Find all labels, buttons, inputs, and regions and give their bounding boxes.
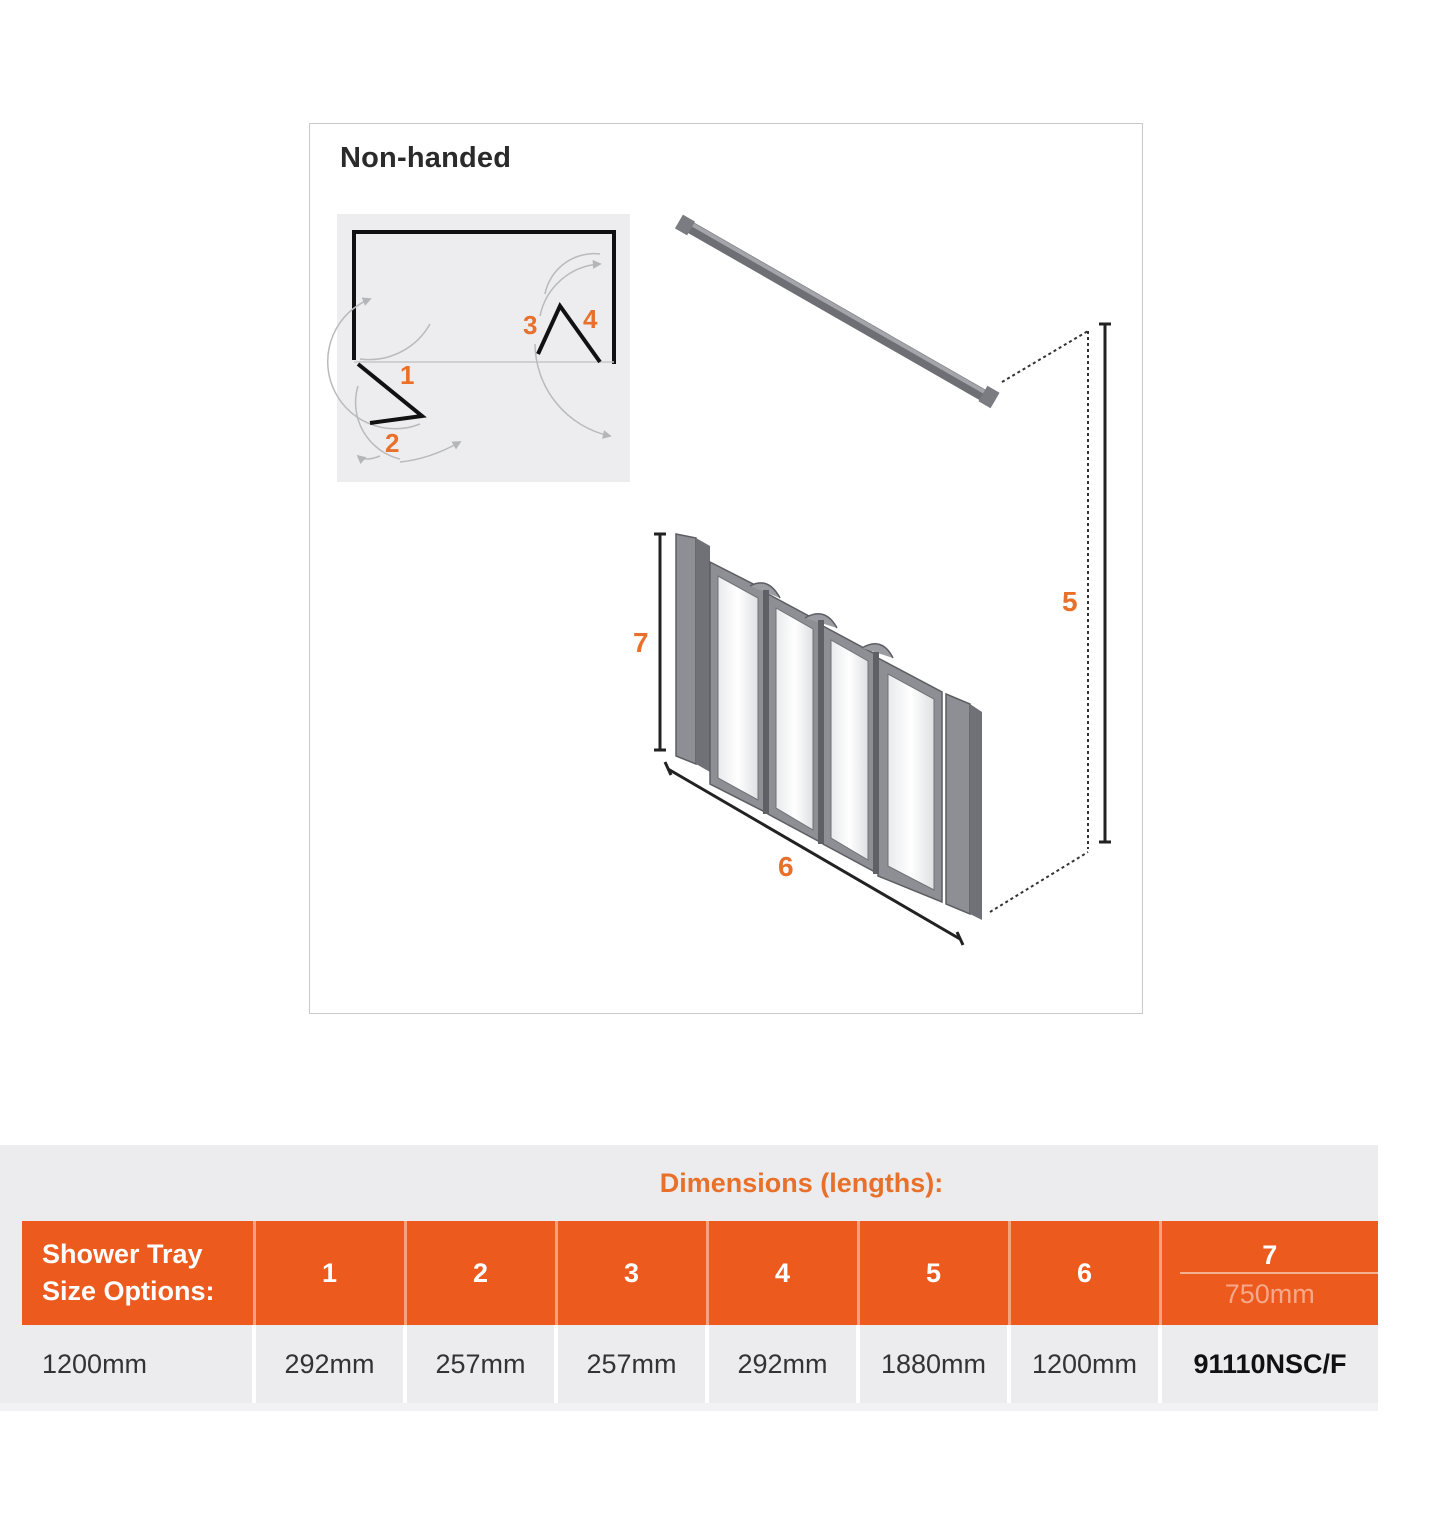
cell-dim-6: 1200mm bbox=[1009, 1325, 1160, 1403]
column-header-5: 5 bbox=[858, 1221, 1009, 1325]
cell-dim-1: 292mm bbox=[254, 1325, 405, 1403]
cell-dim-2: 257mm bbox=[405, 1325, 556, 1403]
cell-dim-5: 1880mm bbox=[858, 1325, 1009, 1403]
cell-dim-3: 257mm bbox=[556, 1325, 707, 1403]
table-row bbox=[22, 1325, 1378, 1403]
plan-label-3: 3 bbox=[523, 310, 538, 340]
table-bottom-strip bbox=[0, 1403, 1378, 1411]
dimensions-heading: Dimensions (lengths): bbox=[659, 1167, 944, 1198]
cell-dim-4: 292mm bbox=[707, 1325, 858, 1403]
plan-view bbox=[328, 214, 630, 482]
dimension-label-7: 7 bbox=[633, 627, 649, 658]
plan-label-1: 1 bbox=[400, 360, 415, 390]
cell-tray-size: 1200mm bbox=[22, 1325, 254, 1403]
column-header-1: 1 bbox=[254, 1221, 405, 1325]
column-header-tray-size: Shower Tray Size Options: bbox=[22, 1221, 254, 1325]
column-header-7 bbox=[1160, 1221, 1378, 1325]
dimensions-table-section bbox=[0, 1145, 1378, 1407]
column-header-7-number: 7 bbox=[1262, 1240, 1278, 1270]
cell-product-code: 91110NSC/F bbox=[1160, 1325, 1378, 1403]
diagram-frame bbox=[309, 123, 1143, 1014]
dimension-5 bbox=[1062, 324, 1111, 842]
dimensions-table bbox=[22, 1221, 1378, 1403]
dimension-label-5: 5 bbox=[1062, 586, 1078, 617]
dimension-7 bbox=[633, 534, 666, 750]
support-bar bbox=[675, 215, 1000, 409]
projection-line-top bbox=[1002, 331, 1088, 382]
column-header-2: 2 bbox=[405, 1221, 556, 1325]
column-header-4: 4 bbox=[707, 1221, 858, 1325]
column-header-7-subtitle: 750mm bbox=[1224, 1279, 1315, 1309]
column-header-3: 3 bbox=[556, 1221, 707, 1325]
plan-label-2: 2 bbox=[385, 428, 400, 458]
diagram-title: Non-handed bbox=[340, 142, 512, 174]
dimension-label-6: 6 bbox=[778, 851, 794, 882]
shower-screen-diagram bbox=[310, 124, 1144, 1015]
plan-label-4: 4 bbox=[583, 304, 598, 334]
column-header-6: 6 bbox=[1009, 1221, 1160, 1325]
projection-line-bottom bbox=[990, 852, 1088, 912]
table-header-row bbox=[22, 1221, 1378, 1325]
